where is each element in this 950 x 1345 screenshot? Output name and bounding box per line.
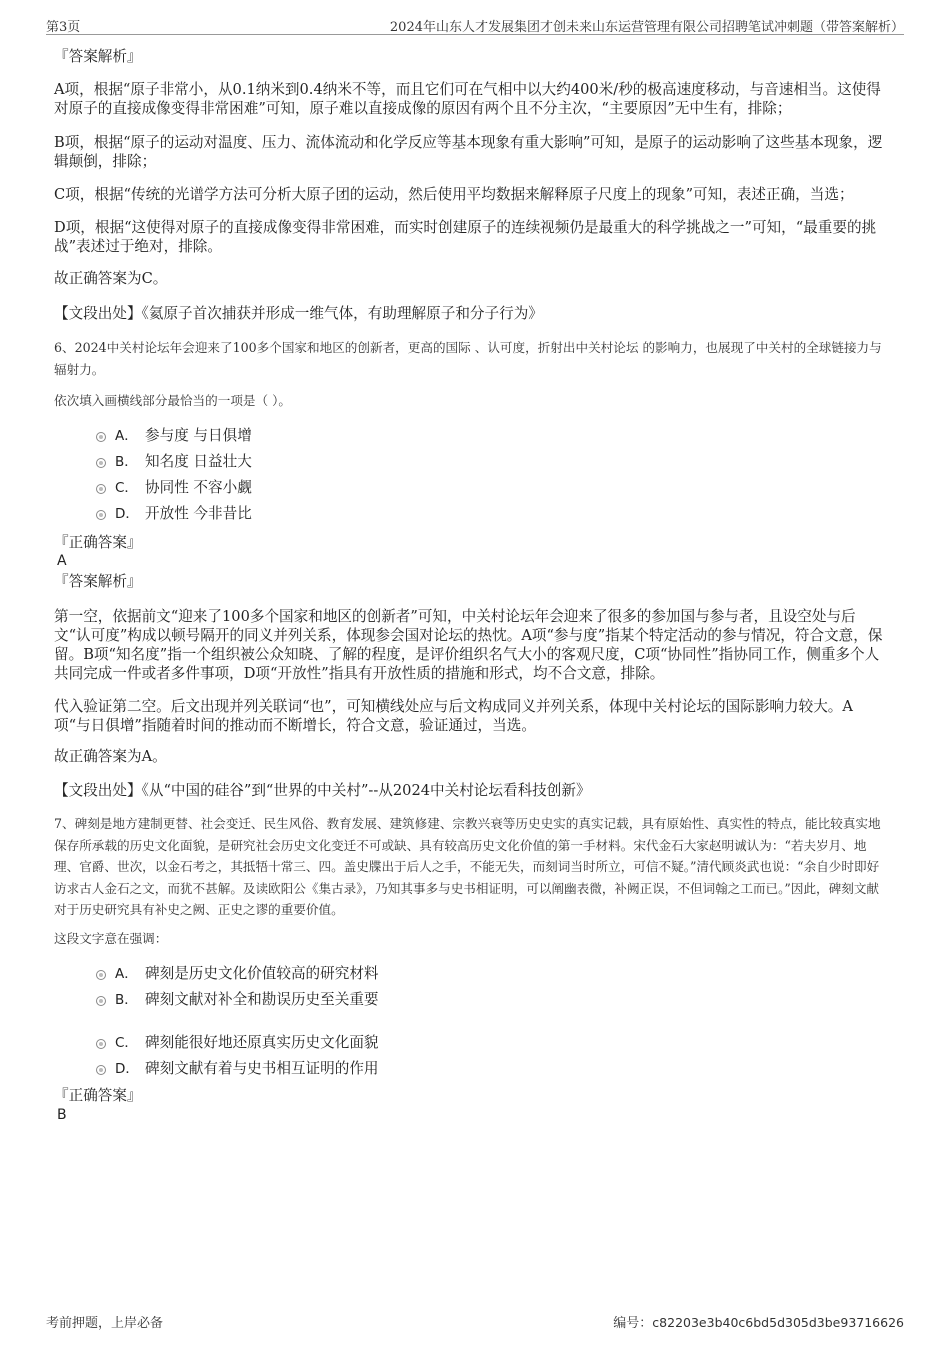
page-number: 第3页 — [46, 20, 81, 35]
q5-conclusion: 故正确答案为C。 — [54, 270, 168, 287]
q5-analysis-a: A项，根据“原子非常小，从0.1纳米到0.4纳米不等，而且它们可在气相中以大约400米/秒的极高速度移动，与音速相当。这使得对原子的直接成像变得非常困难”可知，原子难以直接成像的原因有两个且不分主次，“主要原因”无中生有，排除； — [54, 81, 881, 117]
q6-correct-answer: A — [57, 553, 67, 569]
q5-analysis-d: D项，根据“这使得对原子的直接成像变得非常困难，而实时创建原子的连续视频仍是最重大的科学挑战之一”可知，“最重要的挑战”表述过于绝对，排除。 — [54, 219, 877, 255]
q6-conclusion: 故正确答案为A。 — [54, 748, 167, 765]
radio-icon[interactable] — [96, 1065, 106, 1075]
page-header — [46, 14, 904, 35]
q5-analysis-c: C项，根据“传统的光谱学方法可分析大原子团的运动，然后使用平均数据来解释原子尺度上的现象”可知，表述正确，当选； — [54, 186, 854, 203]
radio-icon[interactable] — [96, 432, 106, 442]
radio-icon[interactable] — [96, 484, 106, 494]
radio-icon[interactable] — [96, 996, 106, 1006]
radio-icon[interactable] — [96, 510, 106, 520]
q6-stem: 6、2024中关村论坛年会迎来了100多个国家和地区的创新者，更高的国际 、认可度，折射出中关村论坛 的影响力，也展现了中关村的全球链接力与辐射力。 — [54, 340, 882, 377]
q7-correct-answer: B — [57, 1107, 67, 1123]
q6-analysis-1: 第一空，依据前文“迎来了100多个国家和地区的创新者”可知，中关村论坛年会迎来了很多的参加国与参与者，且设空处与后文“认可度”构成以顿号隔开的同义并列关系，体现参会国对论坛的热忱。A项“参与度”指某个特定活动的参与情况，符合文意，保留。B项“知名度”指一个组织被公众知晓、了解的程度，是评价组织名气大小的客观尺度，C项“协同性”指协同工作，侧重多个人共同完成一件或者多件事项，D项“开放性”指具有开放性质的措施和形式，均不合文意，排除。 — [54, 608, 883, 682]
q7-stem: 7、碑刻是地方建制更替、社会变迁、民生风俗、教育发展、建筑修建、宗教兴衰等历史史实的真实记载，具有原始性、真实性的特点，能比较真实地保存所承载的历史文化面貌，是研究社会历史文化变迁不可或缺、具有较高历史文化价值的第一手材料。宋代金石大家赵明诚认为：“若夫岁月、地理、官爵、世次，以金石考之，其抵牾十常三、四。盖史牒出于后人之手，不能无失，而刻词当时所立，可信不疑。”清代顾炎武也说：“余自少时即好访求古人金石之文，而犹不甚解。及读欧阳公《集古录》，乃知其事多与史书相证明，可以阐幽表微，补阙正误，不但词翰之工而已。”因此，碑刻文献对于历史研究具有补史之阙、正史之谬的重要价值。 — [54, 816, 881, 917]
q7-prompt: 这段文字意在强调： — [54, 931, 168, 946]
footer-slogan: 考前押题，上岸必备 — [46, 1316, 164, 1331]
q5-analysis-label: 『答案解析』 — [54, 48, 142, 65]
q6-analysis-label: 『答案解析』 — [54, 573, 142, 590]
q5-source: 【文段出处】《氦原子首次捕获并形成一维气体，有助理解原子和分子行为》 — [54, 305, 543, 322]
radio-icon[interactable] — [96, 458, 106, 468]
q6-analysis-2: 代入验证第二空。后文出现并列关联词“也”，可知横线处应与后文构成同义并列关系，体现中关村论坛的国际影响力较大。A项“与日俱增”指随着时间的推动而不断增长，符合文意，验证通过，当选。 — [54, 698, 853, 734]
q5-analysis-b: B项，根据“原子的运动对温度、压力、流体流动和化学反应等基本现象有重大影响”可知，是原子的运动影响了这些基本现象，逻辑颠倒，排除； — [54, 134, 883, 170]
q7-correct-label: 『正确答案』 — [54, 1087, 142, 1104]
radio-icon[interactable] — [96, 970, 106, 980]
q6-source: 【文段出处】《从“中国的硅谷”到“世界的中关村”--从2024中关村论坛看科技创新》 — [54, 782, 591, 799]
document-code: 编号：c82203e3b40c6bd5d305d3be93716626 — [613, 1315, 904, 1331]
q6-prompt: 依次填入画横线部分最恰当的一项是（ ）。 — [54, 393, 291, 408]
document-title: 2024年山东人才发展集团才创未来山东运营管理有限公司招聘笔试冲刺题（带答案解析） — [389, 20, 904, 35]
radio-icon[interactable] — [96, 1039, 106, 1049]
q6-correct-label: 『正确答案』 — [54, 534, 142, 551]
